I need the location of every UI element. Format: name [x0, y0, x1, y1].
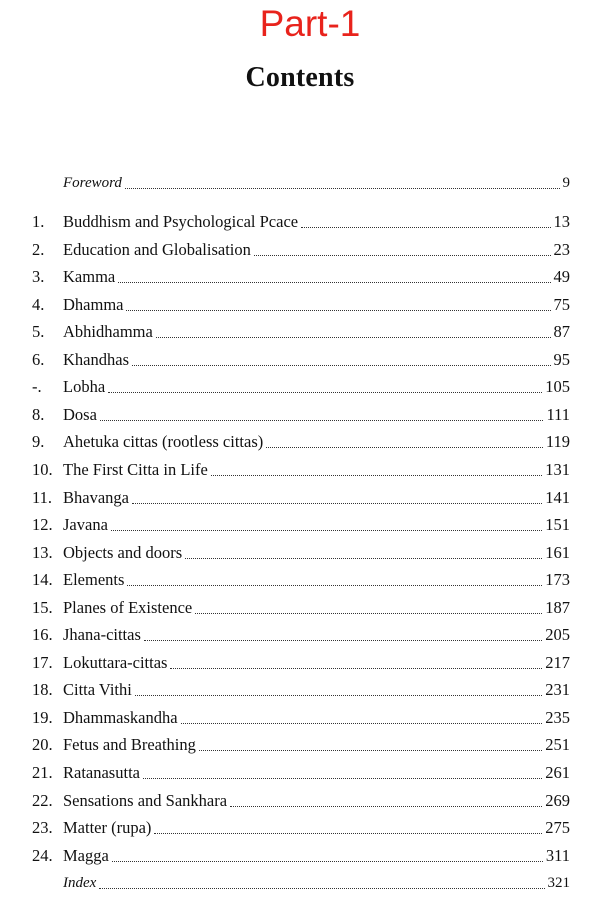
dot-leader: [211, 475, 542, 476]
dot-leader: [111, 530, 542, 531]
entry-line: [63, 431, 570, 453]
dot-leader: [125, 188, 560, 189]
entry-page: 119: [545, 432, 570, 451]
entry-title: Citta Vithi: [63, 680, 132, 699]
entry-title: Bhavanga: [63, 488, 129, 507]
entry-number: 23.: [32, 818, 53, 837]
entry-line: [63, 294, 570, 316]
dot-leader: [154, 833, 542, 834]
entry-title: Matter (rupa): [63, 818, 152, 837]
entry-line: [63, 211, 570, 233]
entry-page: 235: [545, 708, 570, 727]
entry-page: 9: [562, 175, 570, 191]
toc-entry: [0, 817, 600, 844]
entry-line: [63, 321, 570, 343]
entry-title: Ahetuka cittas (rootless cittas): [63, 432, 264, 451]
entry-number: 5.: [32, 322, 45, 341]
entry-line: [63, 817, 570, 839]
entry-number: 14.: [32, 570, 53, 589]
toc-entry: [0, 294, 600, 321]
entry-number: 1.: [32, 212, 45, 231]
entry-line: [63, 762, 570, 784]
entry-number: 15.: [32, 598, 53, 617]
entry-page: 151: [545, 515, 570, 534]
dot-leader: [170, 668, 542, 669]
dot-leader: [144, 640, 542, 641]
entry-title: Planes of Existence: [63, 598, 193, 617]
toc-entry: [0, 266, 600, 293]
dot-leader: [100, 420, 544, 421]
entry-title: Lokuttara-cittas: [63, 653, 168, 672]
entry-number: 3.: [32, 267, 45, 286]
entry-line: [63, 597, 570, 619]
entry-line: [63, 404, 570, 426]
entry-title: Fetus and Breathing: [63, 735, 196, 754]
toc-entry: [0, 239, 600, 266]
entry-page: 269: [545, 791, 570, 810]
entry-title: Objects and doors: [63, 543, 183, 562]
entry-line: [63, 239, 570, 261]
entry-title: Sensations and Sankhara: [63, 791, 228, 810]
toc-entry: [0, 321, 600, 348]
toc-entry: [0, 211, 600, 238]
toc-entry: [0, 404, 600, 431]
dot-leader: [230, 806, 542, 807]
entry-page: 311: [545, 846, 570, 865]
entry-number: 17.: [32, 653, 53, 672]
toc-entry: [0, 459, 600, 486]
entry-title: Buddhism and Psychological Pcace: [63, 212, 299, 231]
entry-line: [63, 624, 570, 646]
dot-leader: [143, 778, 542, 779]
entry-page: 205: [545, 625, 570, 644]
entry-line: [63, 487, 570, 509]
entry-number: 16.: [32, 625, 53, 644]
entry-line: [63, 172, 570, 194]
entry-page: 49: [553, 267, 570, 286]
toc-entry: [0, 707, 600, 734]
dot-leader: [132, 365, 551, 366]
entry-number: 10.: [32, 460, 53, 479]
entry-title: Lobha: [63, 377, 106, 396]
toc-entry: [0, 845, 600, 872]
entry-line: [63, 734, 570, 756]
toc-entry: [0, 762, 600, 789]
entry-title: Dhamma: [63, 295, 124, 314]
page-title: Contents: [245, 62, 355, 93]
entry-number: 19.: [32, 708, 53, 727]
dot-leader: [185, 558, 542, 559]
entry-number: 11.: [32, 488, 53, 507]
entry-title: Education and Globalisation: [63, 240, 251, 259]
dot-leader: [112, 861, 543, 862]
entry-title: Ratanasutta: [63, 763, 140, 782]
toc-entry: [0, 652, 600, 679]
entry-page: 275: [545, 818, 570, 837]
entry-line: [63, 872, 570, 894]
entry-number: 24.: [32, 846, 53, 865]
entry-line: [63, 376, 570, 398]
entry-line: [63, 790, 570, 812]
dot-leader: [126, 310, 550, 311]
toc-entry: [0, 734, 600, 761]
dot-leader: [181, 723, 543, 724]
entry-number: 4.: [32, 295, 45, 314]
entry-title: Javana: [63, 515, 108, 534]
entry-page: 87: [553, 322, 570, 341]
entry-title: Dosa: [63, 405, 97, 424]
toc-entry: [0, 872, 600, 899]
entry-page: 261: [545, 763, 570, 782]
entry-title: Magga: [63, 846, 109, 865]
entry-title: Foreword: [63, 175, 122, 191]
dot-leader: [118, 282, 550, 283]
entry-title: Jhana-cittas: [63, 625, 141, 644]
entry-page: 13: [553, 212, 570, 231]
entry-line: [63, 266, 570, 288]
entry-number: 20.: [32, 735, 53, 754]
entry-number: 9.: [32, 432, 45, 451]
entry-page: 321: [547, 875, 570, 891]
entry-line: [63, 459, 570, 481]
toc-entry: [0, 597, 600, 624]
toc-entry: [0, 376, 600, 403]
entry-page: 23: [553, 240, 570, 259]
dot-leader: [199, 750, 542, 751]
dot-leader: [132, 503, 542, 504]
toc-entry: [0, 487, 600, 514]
dot-leader: [99, 888, 544, 889]
toc-entry: [0, 790, 600, 817]
entry-page: 161: [545, 543, 570, 562]
entry-title: Dhammaskandha: [63, 708, 178, 727]
entry-number: 12.: [32, 515, 53, 534]
entry-title: Elements: [63, 570, 125, 589]
dot-leader: [135, 695, 542, 696]
entry-page: 111: [546, 405, 570, 424]
entry-page: 187: [545, 598, 570, 617]
entry-line: [63, 652, 570, 674]
dot-leader: [108, 392, 542, 393]
entry-page: 217: [545, 653, 570, 672]
entry-number: 13.: [32, 543, 53, 562]
entry-line: [63, 845, 570, 867]
entry-line: [63, 514, 570, 536]
entry-line: [63, 707, 570, 729]
entry-number: 2.: [32, 240, 45, 259]
entry-line: [63, 679, 570, 701]
entry-line: [63, 349, 570, 371]
toc-entry: [0, 431, 600, 458]
dot-leader: [301, 227, 550, 228]
dot-leader: [127, 585, 542, 586]
entry-page: 173: [545, 570, 570, 589]
entry-line: [63, 542, 570, 564]
entry-page: 131: [545, 460, 570, 479]
toc-entry: [0, 349, 600, 376]
entry-number: 22.: [32, 791, 53, 810]
entry-line: [63, 569, 570, 591]
toc-entry: [0, 679, 600, 706]
entry-number: 21.: [32, 763, 53, 782]
entry-page: 95: [553, 350, 570, 369]
toc-entry: [0, 569, 600, 596]
entry-number: 6.: [32, 350, 45, 369]
dot-leader: [266, 447, 543, 448]
entry-page: 251: [545, 735, 570, 754]
toc-entry: [0, 172, 600, 199]
toc-entry: [0, 542, 600, 569]
entry-title: The First Citta in Life: [63, 460, 208, 479]
entry-number: 18.: [32, 680, 53, 699]
entry-title: Abhidhamma: [63, 322, 153, 341]
dot-leader: [195, 613, 542, 614]
toc-entry: [0, 514, 600, 541]
entry-title: Khandhas: [63, 350, 129, 369]
entry-page: 141: [545, 488, 570, 507]
entry-page: 231: [545, 680, 570, 699]
entry-number: 8.: [32, 405, 45, 424]
entry-title: Kamma: [63, 267, 116, 286]
entry-page: 105: [545, 377, 570, 396]
dot-leader: [156, 337, 551, 338]
entry-page: 75: [553, 295, 570, 314]
entry-number: -.: [32, 377, 42, 396]
dot-leader: [254, 255, 551, 256]
part-label: Part-1: [259, 3, 361, 44]
entry-title: Index: [63, 875, 97, 891]
toc-entry: [0, 624, 600, 651]
